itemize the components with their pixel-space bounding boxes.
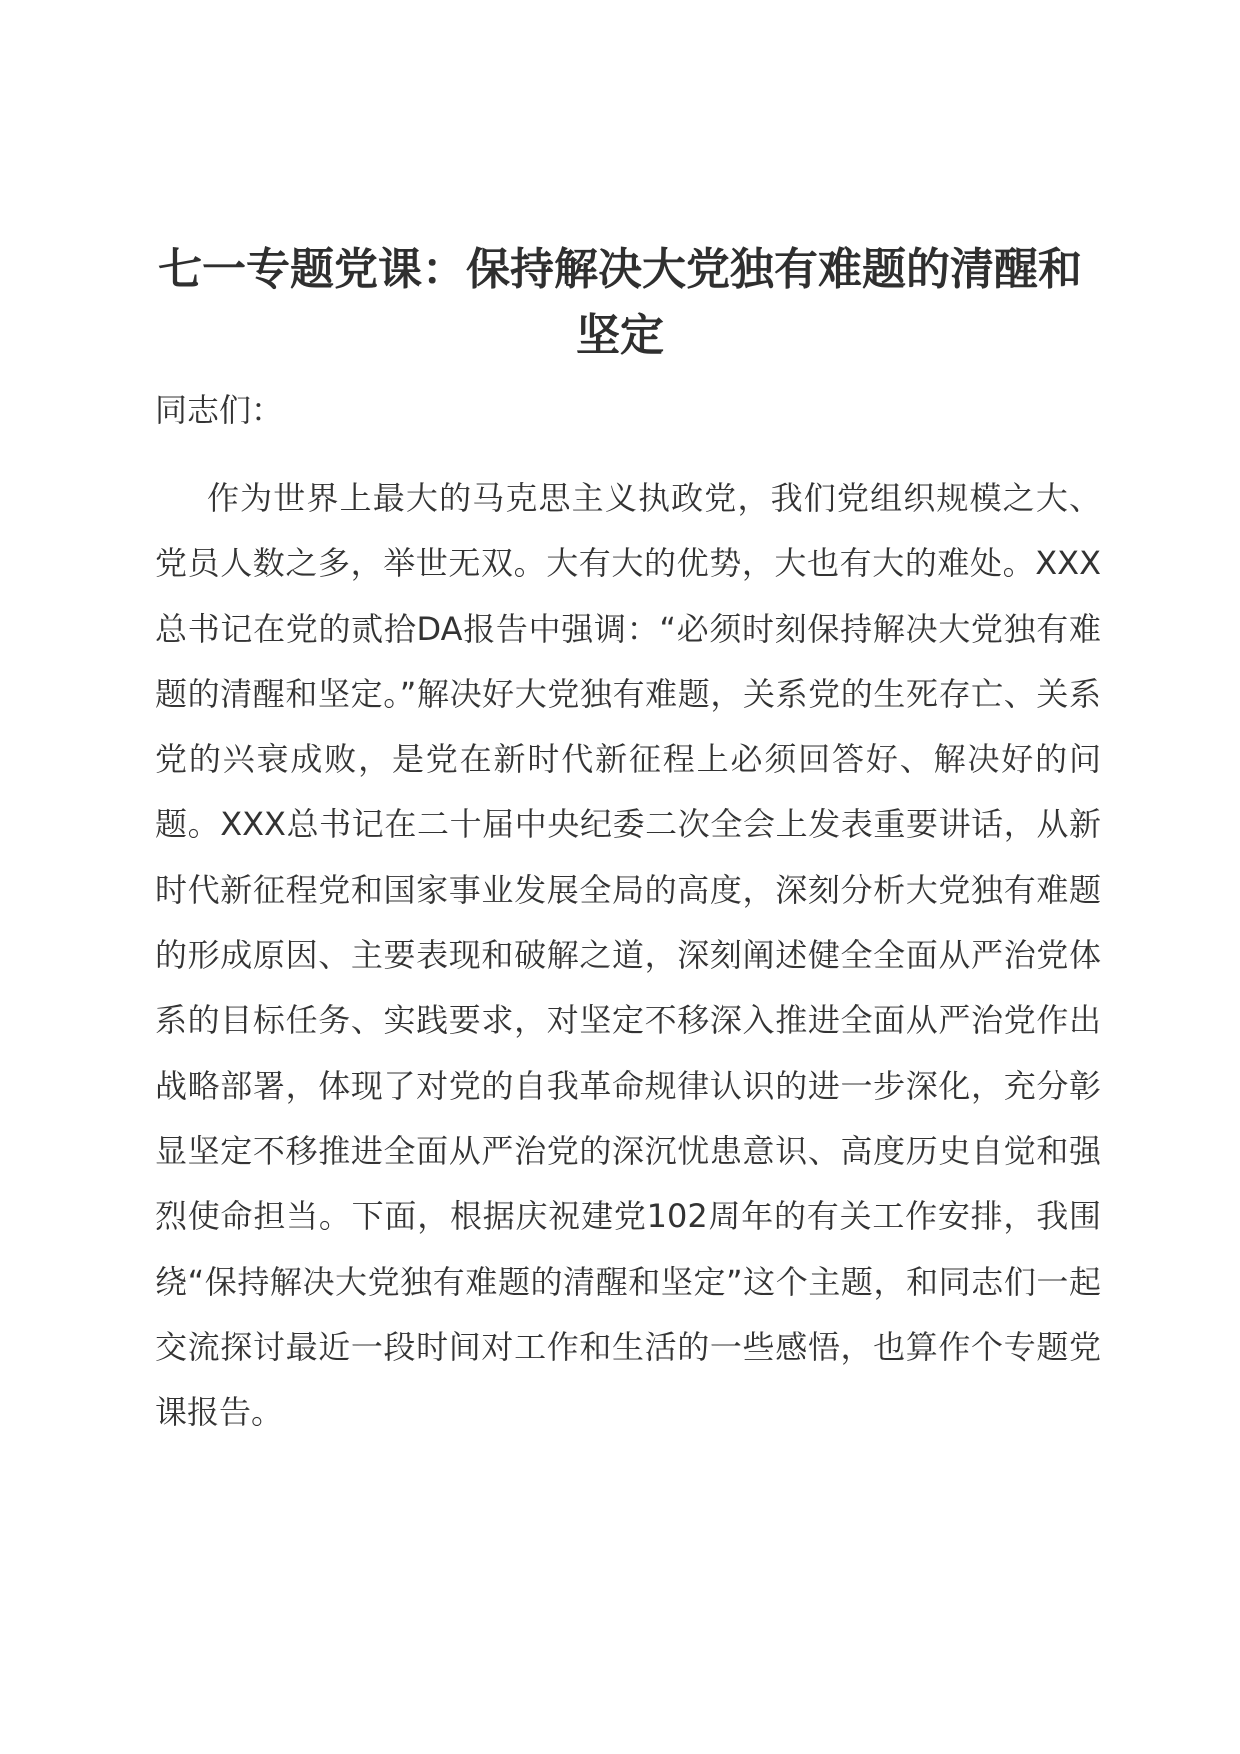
document-title: 七一专题党课：保持解决大党独有难题的清醒和坚定: [158, 244, 1082, 361]
salutation: 同志们：: [155, 391, 284, 429]
body-paragraph: 作为世界上最大的马克思主义执政党，我们党组织规模之大、党员人数之多，举世无双。大有大的优势，大也有大的难处。XXX总书记在党的贰拾DA报告中强调：“必须时刻保持解决大党独有难题的清醒和坚定。”解决好大党独有难题，关系党的生死存亡、关系党的兴衰成败，是党在新时代新征程上必须回答好、解决好的问题。XXX总书记在二十届中央纪委二次全会上发表重要讲话，从新时代新征程党和国家事业发展全局的高度，深刻分析大党独有难题的形成原因、主要表现和破解之道，深刻阐述健全全面从严治党体系的目标任务、实践要求，对坚定不移深入推进全面从严治党作出战略部署，体现了对党的自我革命规律认识的进一步深化，充分彰显坚定不移推进全面从严治党的深沉忧患意识、高度历史自觉和强烈使命担当。下面，根据庆祝建党102周年的有关工作安排，我围绕“保持解决大党独有难题的清醒和坚定”这个主题，和同志们一起交流探讨最近一段时间对工作和生活的一些感悟，也算作个专题党课报告。: [155, 479, 1101, 1432]
